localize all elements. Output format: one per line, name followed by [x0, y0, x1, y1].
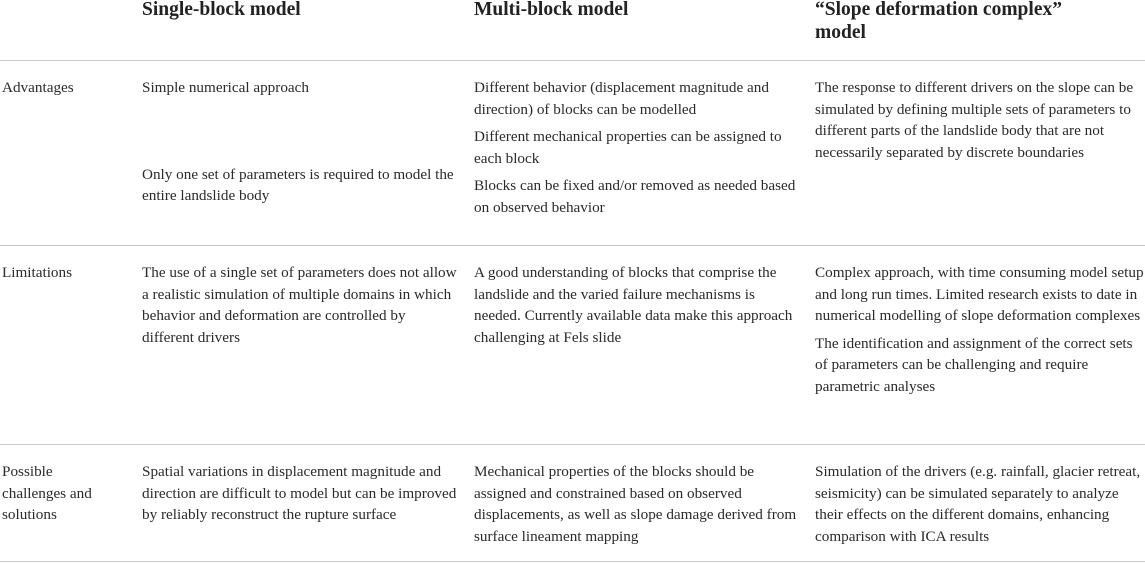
cell-advantages-single: [142, 77, 460, 213]
cell-text: Blocks can be fixed and/or removed as needed based on observed behavior: [474, 177, 796, 216]
cell-text: A good understanding of blocks that comprise the landslide and the varied failure mechanisms is needed. Currently available data make this approach challenging at Fels slide: [474, 264, 793, 346]
cell-text: Different mechanical properties can be assigned to each block: [474, 128, 782, 167]
cell-advantages-multi: [474, 77, 799, 224]
header-single-block: Single-block model: [142, 0, 301, 20]
table-bottom-rule: [0, 561, 1145, 562]
cell-text: Spatial variations in displacement magnitude and direction are difficult to model but can be improved by reliably reconstruct the rupture surface: [142, 463, 457, 523]
row-divider: [0, 245, 1145, 246]
cell-text: Mechanical properties of the blocks should be assigned and constrained based on observed displacements, as well as slope damage derived from surface lineament mapping: [474, 463, 797, 545]
header-multi-block: Multi-block model: [474, 0, 629, 20]
cell-text: Only one set of parameters is required to model the entire landslide body: [142, 165, 454, 204]
cell-challenges-single: [142, 461, 460, 532]
row-label-challenges: Possible challenges and solutions: [2, 463, 92, 523]
cell-text: Different behavior (displacement magnitude and direction) of blocks can be modelled: [474, 79, 769, 118]
cell-challenges-multi: [474, 461, 799, 553]
header-slope-deformation-complex: “Slope deformation complex” model: [815, 0, 1062, 43]
cell-text: Complex approach, with time consuming model setup and long run times. Limited research exists to date in numerical modelling of slope deformation complexes: [815, 264, 1144, 324]
cell-limitations-single: [142, 262, 460, 354]
cell-advantages-complex: [815, 77, 1145, 169]
row-divider: [0, 444, 1145, 445]
cell-text: The identification and assignment of the correct sets of parameters can be challenging and require parametric analyses: [815, 334, 1133, 395]
cell-limitations-complex: [815, 262, 1145, 403]
row-label-advantages: Advantages: [2, 79, 74, 96]
cell-limitations-multi: [474, 262, 799, 354]
cell-text: The use of a single set of parameters does not allow a realistic simulation of multiple domains in which behavior and deformation are controlled by different drivers: [142, 264, 457, 346]
cell-challenges-complex: [815, 461, 1145, 553]
cell-text: Simple numerical approach: [142, 79, 310, 96]
cell-text: The response to different drivers on the slope can be simulated by defining multiple sets of parameters to different parts of the landslide body that are not necessarily separated by discrete boundaries: [815, 79, 1134, 161]
cell-text: Simulation of the drivers (e.g. rainfall, glacier retreat, seismicity) can be simulated separately to analyze their effects on the different domains, enhancing comparison with ICA results: [815, 463, 1141, 545]
header-divider: [0, 60, 1145, 61]
row-label-limitations: Limitations: [2, 264, 73, 281]
